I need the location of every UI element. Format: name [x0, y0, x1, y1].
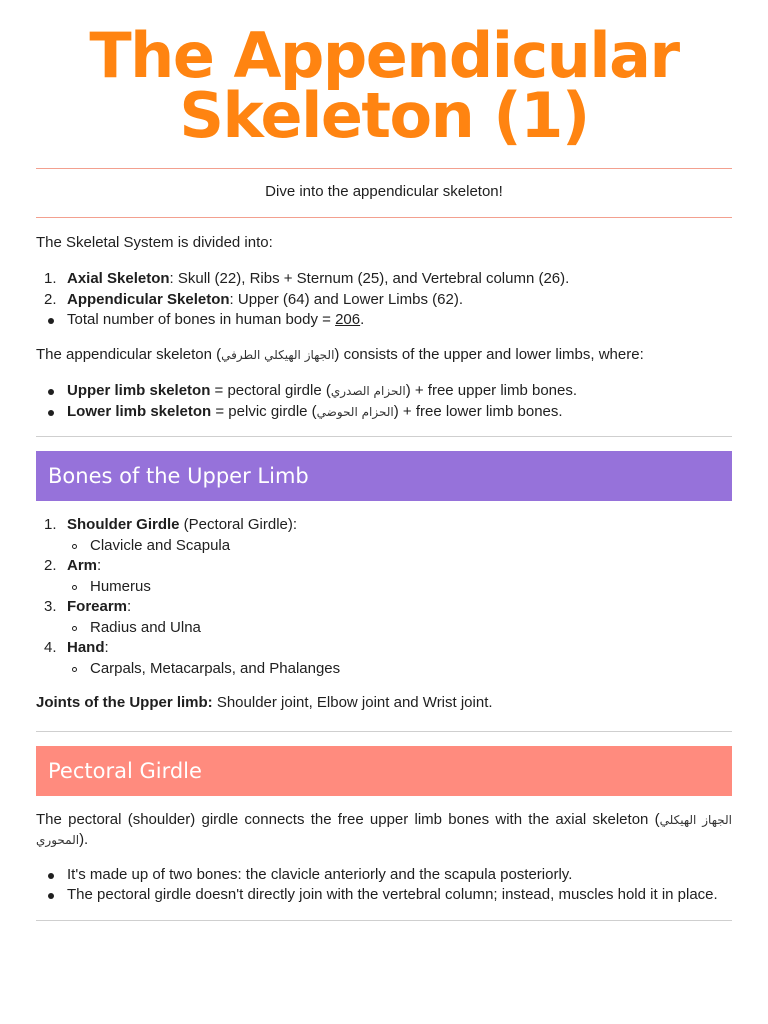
list-item: [36, 556, 732, 577]
divider: [36, 436, 732, 437]
list-item: [36, 381, 732, 402]
list-item: [36, 290, 732, 311]
document-body: [36, 168, 732, 921]
list-text: Carpals, Metacarpals, and Phalanges: [90, 659, 341, 677]
circle-bullet-icon: [72, 626, 77, 631]
list-item: [36, 597, 732, 618]
intro-lead: The Skeletal System is divided into:: [36, 233, 273, 251]
list-item: [36, 638, 732, 659]
title-line-1: The Appendicular: [89, 19, 679, 92]
list-number: 1.: [44, 516, 57, 533]
subtitle: Dive into the appendicular skeleton!: [265, 183, 503, 200]
joints-label: Joints of the Upper limb:: [36, 694, 213, 711]
list-number: 2.: [44, 557, 57, 574]
list-text: :: [127, 598, 132, 615]
bullet-icon: [48, 410, 54, 416]
list-text: Radius and Ulna: [90, 618, 201, 636]
list-item-total: [36, 310, 732, 331]
skeleton-division-list: [36, 269, 732, 331]
list-text: Humerus: [90, 577, 151, 595]
list-text: ) + free upper limb bones.: [405, 382, 578, 399]
term-upper-limb: Upper limb skeleton: [67, 382, 211, 399]
paragraph-text: ) consists of the upper and lower limbs, where:: [334, 345, 644, 363]
sub-list-item: [36, 577, 732, 598]
list-text: = pelvic girdle (: [211, 402, 317, 420]
list-item: [36, 865, 732, 886]
total-label: Total number of bones in human body =: [67, 311, 336, 328]
list-text: ) + free lower limb bones.: [393, 402, 563, 420]
arabic-term: الجهاز الهيكلي الطرفي: [221, 347, 335, 362]
section-heading-pectoral-girdle: Pectoral Girdle: [36, 746, 732, 796]
list-text: : Skull (22), Ribs + Sternum (25), and Vertebral column (26).: [169, 270, 570, 287]
limb-skeleton-list: [36, 381, 732, 422]
circle-bullet-icon: [72, 585, 77, 590]
list-item: [36, 269, 732, 290]
list-item: [36, 515, 732, 536]
paragraph-text: ).: [79, 831, 89, 848]
appendicular-paragraph: [36, 345, 732, 366]
list-number: 1.: [44, 270, 57, 287]
page-title: [0, 0, 768, 152]
circle-bullet-icon: [72, 544, 77, 549]
pectoral-facts-list: [36, 865, 732, 906]
term-axial: Axial Skeleton: [67, 270, 170, 287]
sub-list-item: [36, 618, 732, 639]
list-number: 4.: [44, 639, 57, 656]
list-item: [36, 402, 732, 423]
list-text: : Upper (64) and Lower Limbs (62).: [229, 290, 463, 308]
term-forearm: Forearm: [67, 598, 128, 615]
list-text: Clavicle and Scapula: [90, 536, 231, 554]
list-text: :: [97, 557, 102, 574]
total-value: 206: [335, 311, 361, 328]
bullet-icon: [48, 389, 54, 395]
divider: [36, 920, 732, 921]
pectoral-paragraph: [36, 810, 732, 851]
list-text: The pectoral girdle doesn't directly join with the vertebral column; instead, muscles hold it in place.: [67, 886, 718, 903]
divider: [36, 731, 732, 732]
term-appendicular: Appendicular Skeleton: [67, 290, 230, 308]
paragraph-text: The appendicular skeleton (: [36, 345, 222, 363]
divider: [36, 217, 732, 218]
upper-limb-bones-list: [36, 515, 732, 679]
list-number: 3.: [44, 598, 57, 615]
list-text: = pectoral girdle (: [210, 382, 331, 399]
arabic-term: الجهاز الهيكلي المحوري: [36, 812, 732, 847]
term-lower-limb: Lower limb skeleton: [67, 402, 212, 420]
sub-list-item: [36, 659, 732, 680]
bullet-icon: [48, 873, 54, 879]
circle-bullet-icon: [72, 667, 77, 672]
sub-list-item: [36, 536, 732, 557]
arabic-term: الحزام الحوضي: [316, 404, 394, 419]
bullet-icon: [48, 318, 54, 324]
paragraph-text: The pectoral (shoulder) girdle connects the free upper limb bones with the axial skeleton (: [36, 810, 660, 828]
term-shoulder-girdle: Shoulder Girdle: [67, 516, 180, 533]
list-text: (Pectoral Girdle):: [179, 516, 298, 533]
list-text: It's made up of two bones: the clavicle anteriorly and the scapula posteriorly.: [67, 865, 573, 883]
joints-paragraph: [36, 693, 732, 714]
term-hand: Hand: [67, 639, 105, 656]
total-suffix: .: [360, 311, 365, 328]
term-arm: Arm: [67, 557, 98, 574]
section-heading-upper-limb: Bones of the Upper Limb: [36, 451, 732, 501]
list-item: [36, 885, 732, 906]
arabic-term: الحزام الصدري: [330, 384, 406, 398]
list-text: :: [104, 639, 109, 656]
joints-text: Shoulder joint, Elbow joint and Wrist joint.: [212, 694, 493, 711]
bullet-icon: [48, 893, 54, 899]
title-line-2: Skeleton (1): [179, 79, 589, 152]
list-number: 2.: [44, 290, 57, 308]
